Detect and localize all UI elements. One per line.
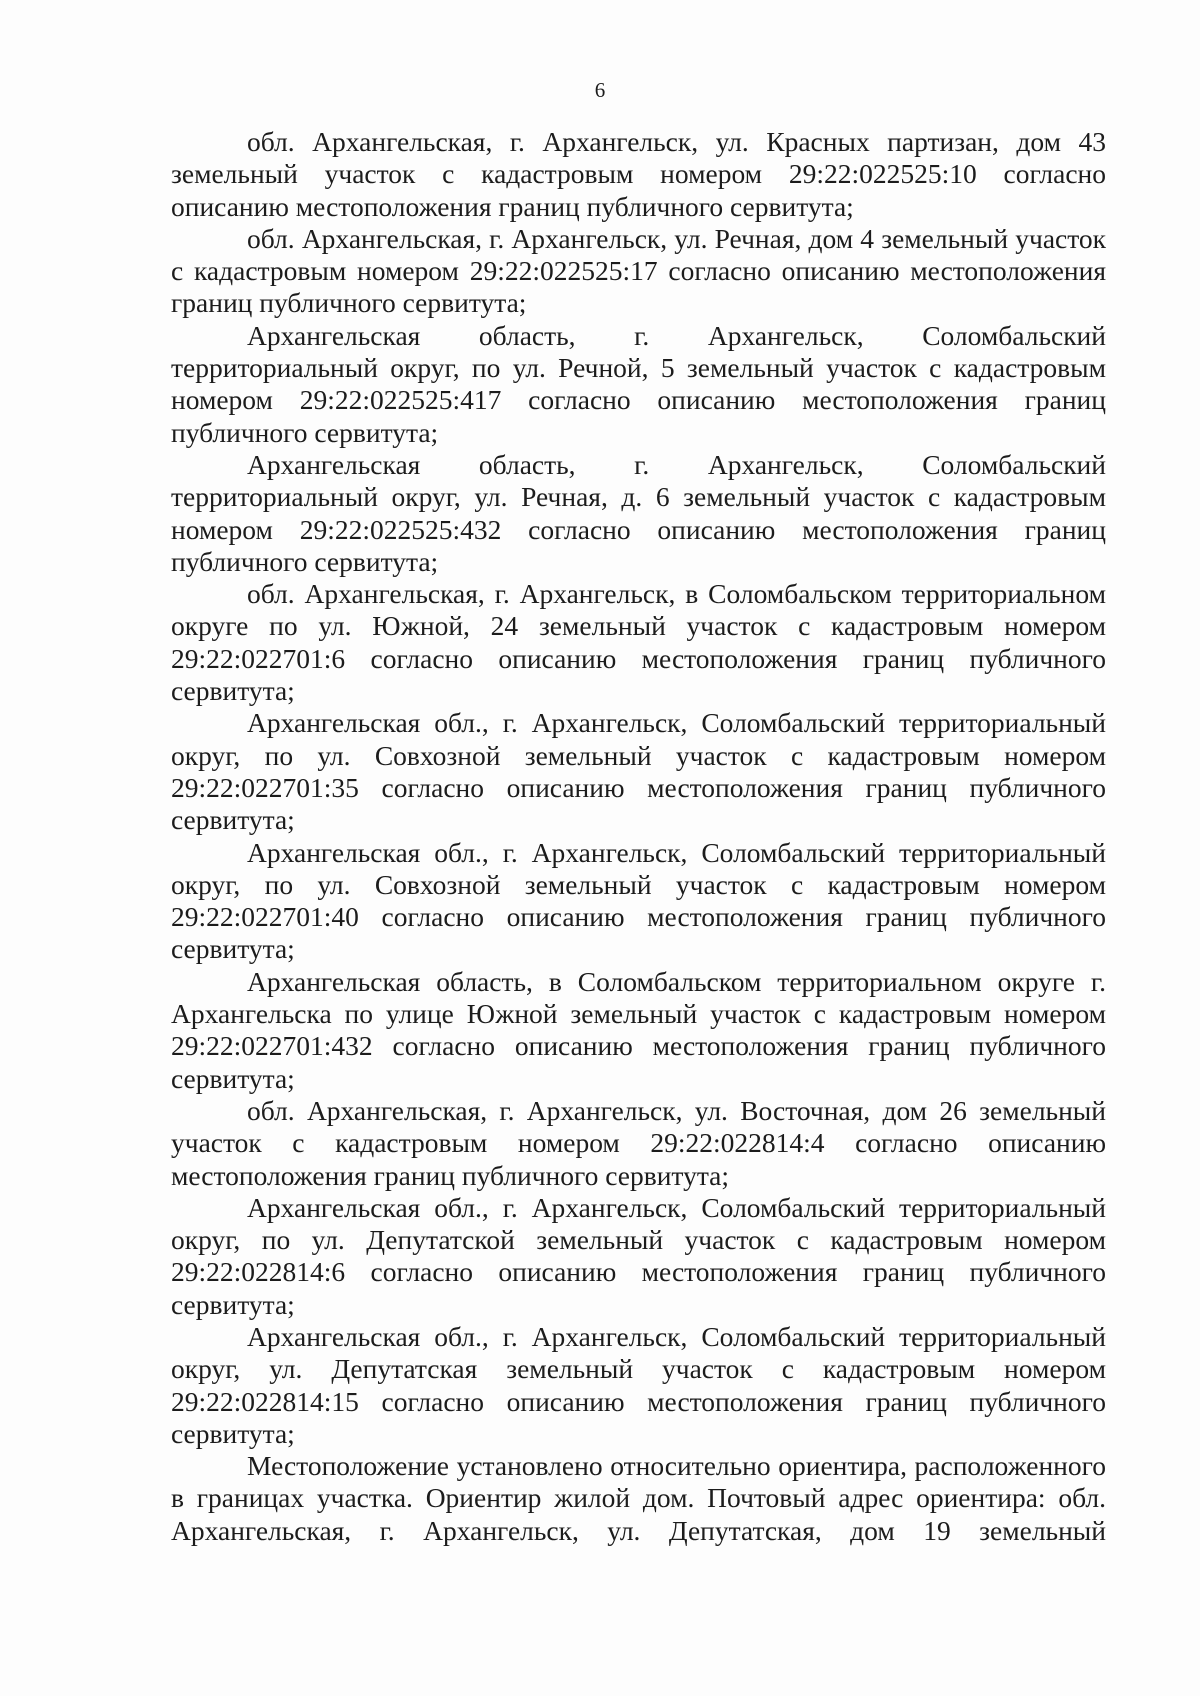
paragraph-11: Архангельская обл., г. Архангельск, Соломбальский территориальный округ, ул. Депутатская земельный участок с кадастровым номером 29:22:022814:15 согласно описанию местоположения границ публичного сервитута; xyxy=(171,1320,1106,1449)
paragraph-12: Местоположение установлено относительно ориентира, расположенного в границах участка. Ориентир жилой дом. Почтовый адрес ориентира: обл. Архангельская, г. Архангельск, ул. Депутатская, дом 19 земельный xyxy=(171,1450,1106,1546)
paragraph-6: Архангельская обл., г. Архангельск, Соломбальский территориальный округ, по ул. Совхозной земельный участок с кадастровым номером 29:22:022701:35 согласно описанию местоположения границ публичного сервитута; xyxy=(171,707,1106,836)
paragraph-1: обл. Архангельская, г. Архангельск, ул. Красных партизан, дом 43 земельный участок с кадастровым номером 29:22:022525:10 согласно описанию местоположения границ публичного сервитута; xyxy=(171,126,1106,222)
paragraph-10: Архангельская обл., г. Архангельск, Соломбальский территориальный округ, по ул. Депутатской земельный участок с кадастровым номером 29:22:022814:6 согласно описанию местоположения границ публичного сервитута; xyxy=(171,1191,1106,1320)
page-number: 6 xyxy=(594,78,606,102)
paragraph-3: Архангельская область, г. Архангельск, Соломбальский территориальный округ, по ул. Речной, 5 земельный участок с кадастровым номером 29:22:022525:417 согласно описанию местоположения границ публичного сервитута; xyxy=(171,319,1106,448)
document-body xyxy=(171,126,1106,1547)
paragraph-5: обл. Архангельская, г. Архангельск, в Соломбальском территориальном округе по ул. Южной, 24 земельный участок с кадастровым номером 29:22:022701:6 согласно описанию местоположения границ публичного сервитута; xyxy=(171,578,1106,707)
paragraph-4: Архангельская область, г. Архангельск, Соломбальский территориальный округ, ул. Речная, д. 6 земельный участок с кадастровым номером 29:22:022525:432 согласно описанию местоположения границ публичного сервитута; xyxy=(171,448,1106,577)
paragraph-2: обл. Архангельская, г. Архангельск, ул. Речная, дом 4 земельный участок с кадастровым номером 29:22:022525:17 согласно описанию местоположения границ публичного сервитута; xyxy=(171,222,1106,319)
paragraph-9: обл. Архангельская, г. Архангельск, ул. Восточная, дом 26 земельный участок с кадастровым номером 29:22:022814:4 согласно описанию местоположения границ публичного сервитута; xyxy=(171,1094,1106,1191)
paragraph-8: Архангельская область, в Соломбальском территориальном округе г. Архангельска по улице Южной земельный участок с кадастровым номером 29:22:022701:432 согласно описанию местоположения границ публичного сервитута; xyxy=(171,965,1106,1094)
paragraph-7: Архангельская обл., г. Архангельск, Соломбальский территориальный округ, по ул. Совхозной земельный участок с кадастровым номером 29:22:022701:40 согласно описанию местоположения границ публичного сервитута; xyxy=(171,836,1106,965)
